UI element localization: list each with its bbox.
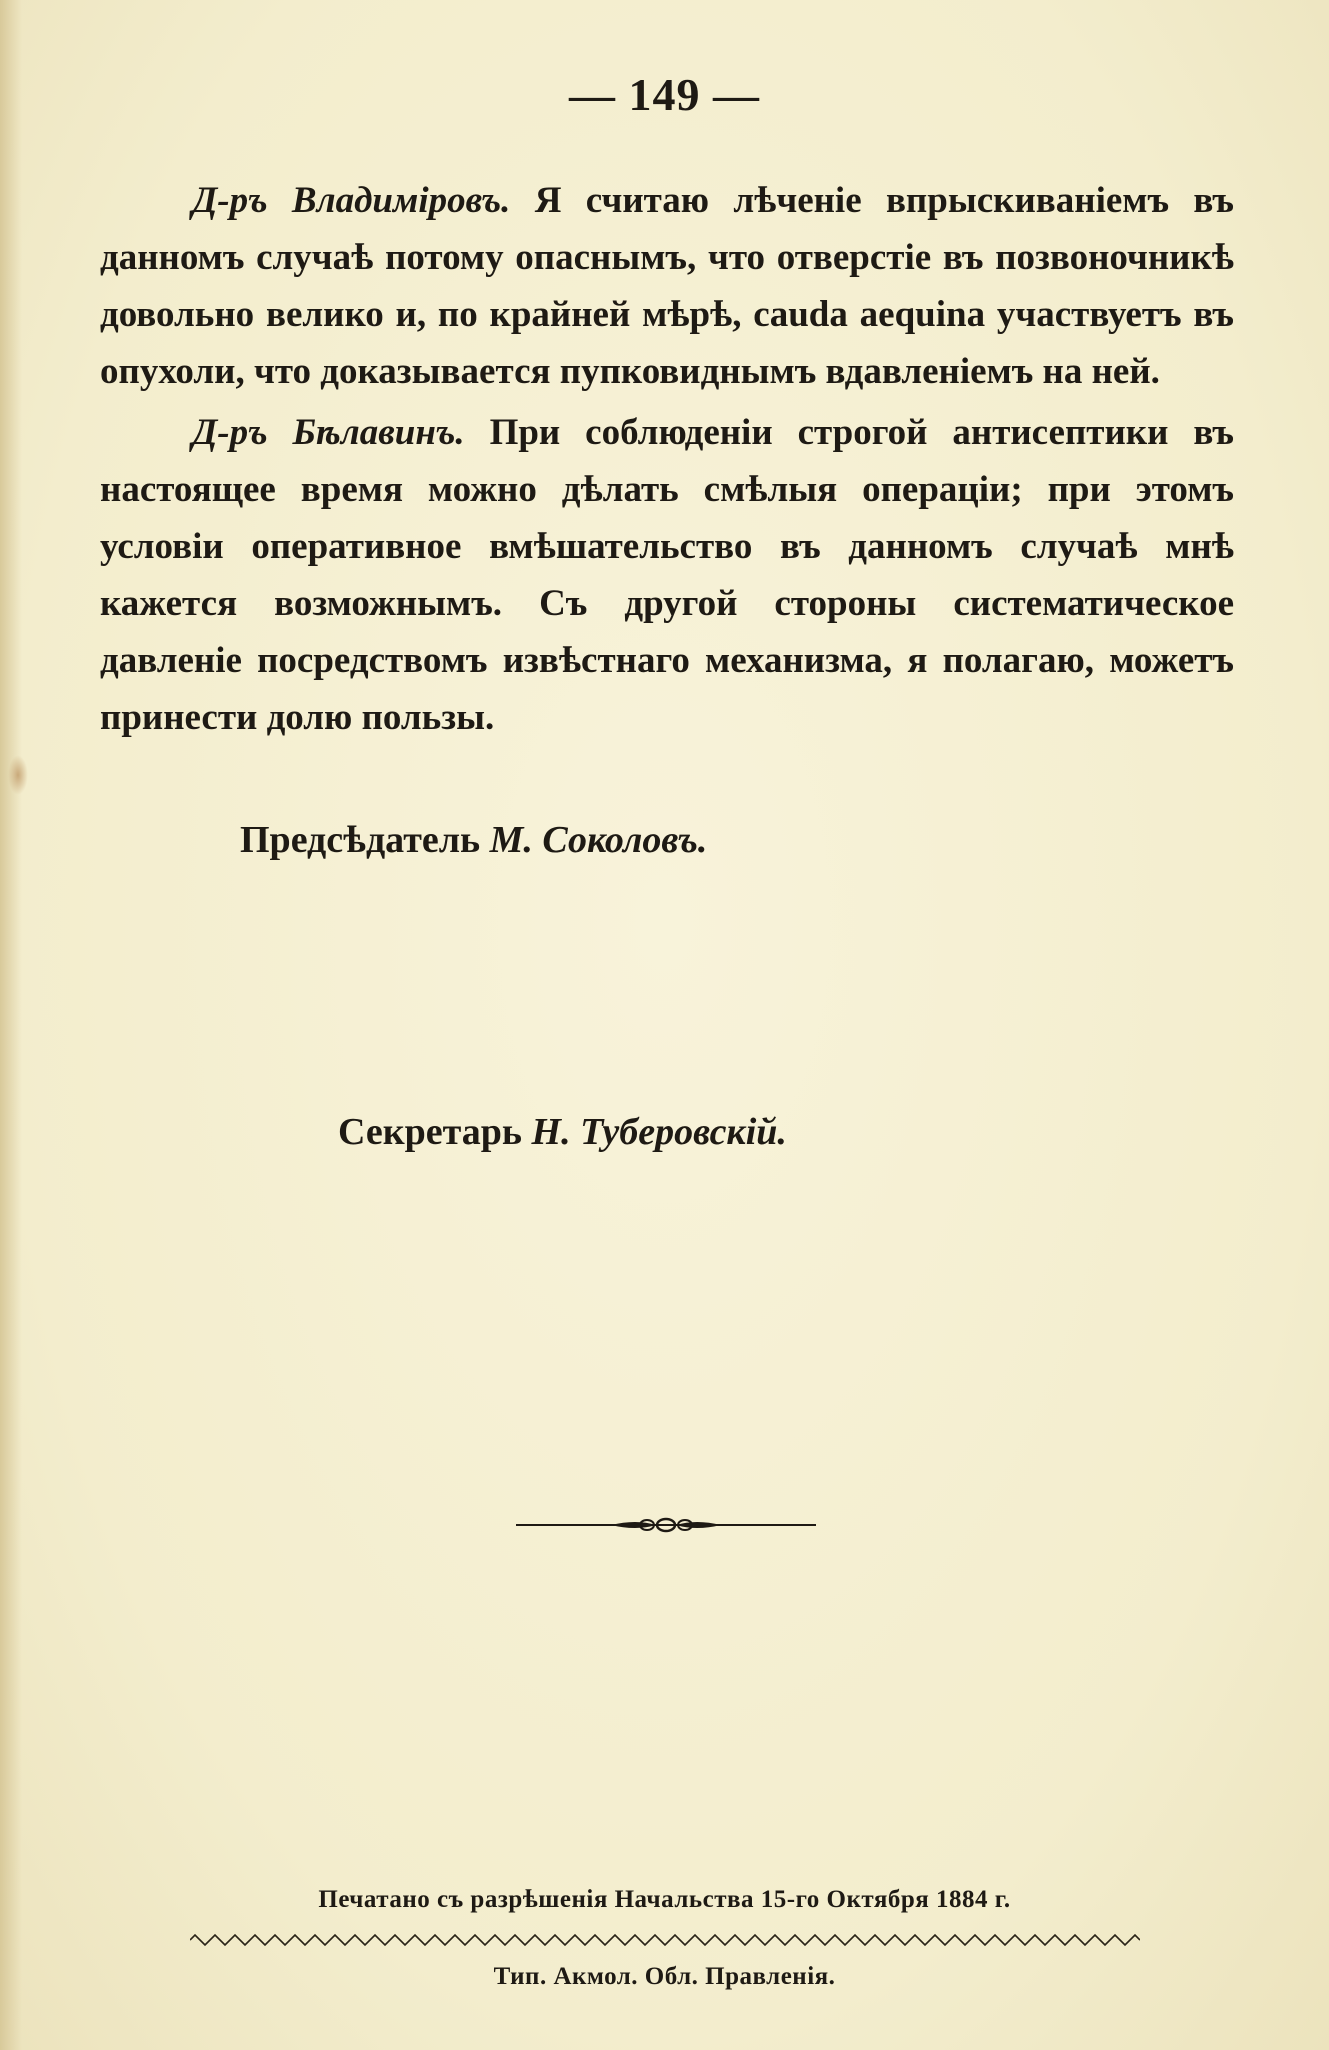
paragraph-text: При соблюденіи строгой антисептики въ настоящее время можно дѣлать смѣлыя операціи; при этомъ условіи оперативное вмѣшательство въ данномъ случаѣ мнѣ кажется возможнымъ. Съ другой стороны систематическое давленіе посредствомъ извѣстнаго механизма, я полагаю, можетъ принести долю пользы.: [100, 412, 1235, 738]
secretary-title: Секретарь: [338, 1111, 523, 1153]
page-number: — 149 —: [569, 69, 760, 120]
speaker-vladimirov: Д-ръ Владиміровъ.: [192, 180, 511, 221]
paragraph-vladimirov: [100, 172, 1234, 400]
chairman-title: Предсѣдатель: [240, 819, 481, 861]
ornament-divider: [516, 1513, 816, 1537]
wavy-rule: [190, 1933, 1140, 1947]
print-permission: Печатано съ разрѣшенія Начальства 15-го Октября 1884 г.: [318, 1886, 1011, 1913]
page-edge-shadow: [0, 0, 22, 2050]
speaker-belavin: Д-ръ Бѣлавинъ.: [192, 412, 465, 453]
paragraph-belavin: [100, 404, 1234, 746]
paragraph-text: Я считаю лѣченіе впрыскиваніемъ въ данномъ случаѣ потому опаснымъ, что отверстіе въ позвоночникѣ довольно велико и, по крайней мѣрѣ, cauda aequina участвуетъ въ опухоли, что доказывается пупковиднымъ вдавленіемъ на ней.: [100, 180, 1235, 392]
paper-stain: [8, 755, 28, 795]
chairman-signature: [240, 818, 707, 862]
secretary-signature: [338, 1110, 787, 1154]
secretary-name: Н. Туберовскій.: [531, 1111, 787, 1153]
chairman-name: М. Соколовъ.: [489, 819, 708, 861]
printer-imprint: Тип. Акмол. Обл. Правленія.: [493, 1963, 836, 1990]
